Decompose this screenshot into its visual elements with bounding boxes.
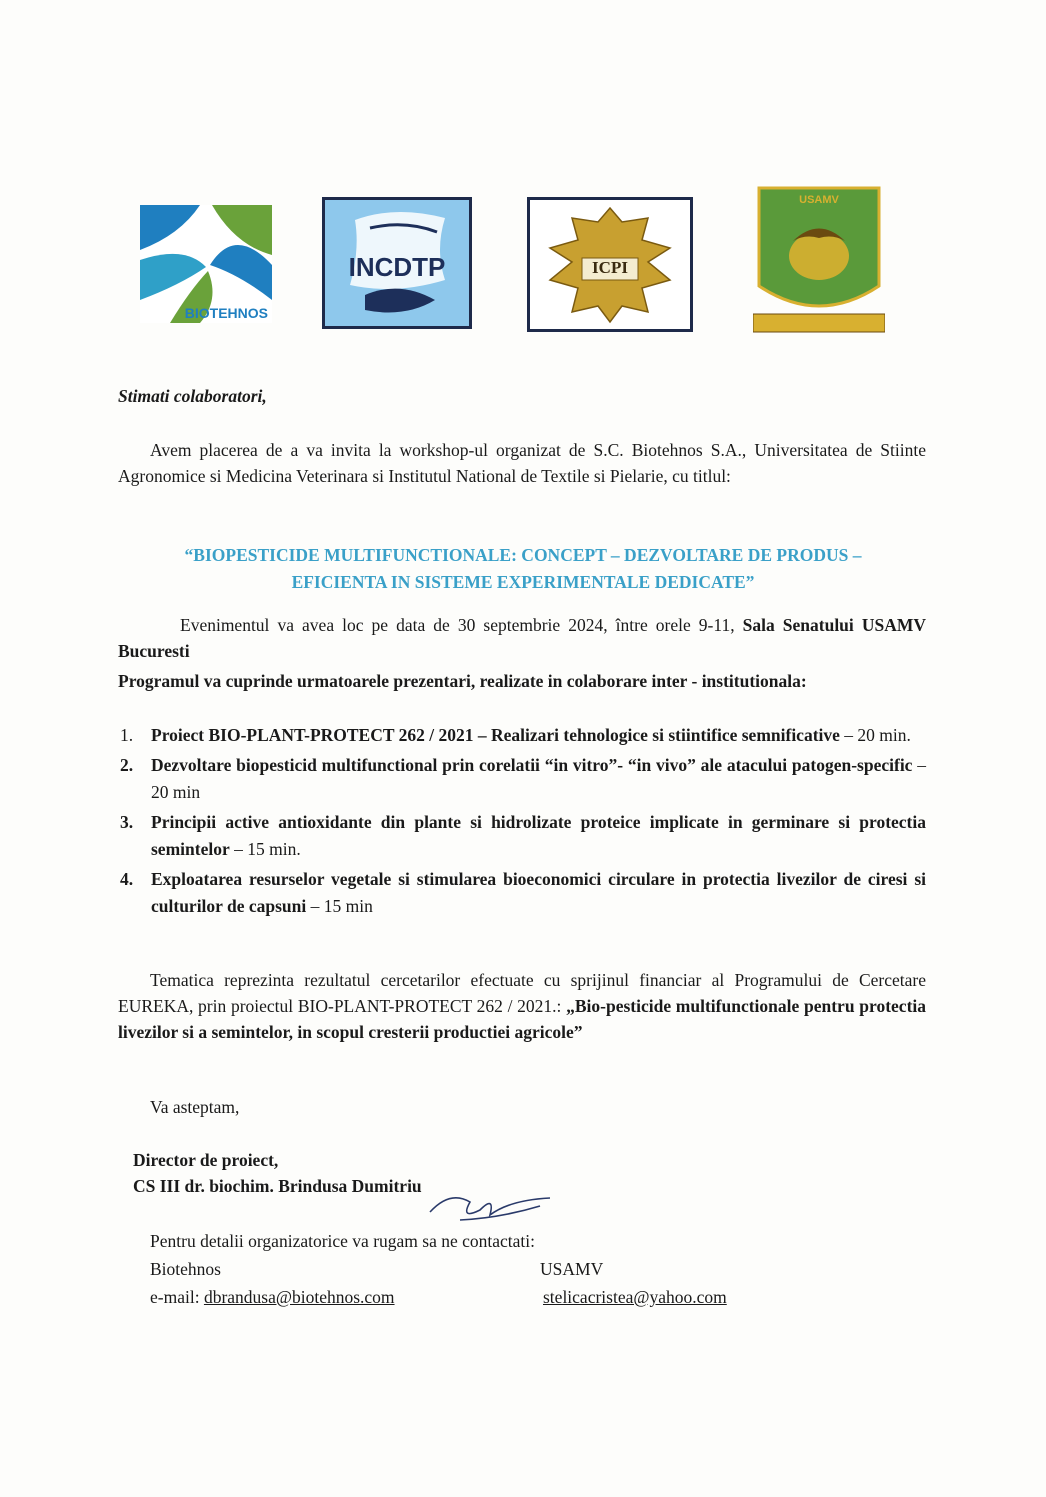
list-item (118, 809, 926, 863)
list-item-number: 4. (120, 869, 134, 889)
invitation-paragraph: Avem placerea de a va invita la workshop-ul organizat de S.C. Biotehnos S.A., Universitatea de Stiinte Agronomice si Medicina Veterinara si Institutul National de Textile si Pielarie, cu titlul: (118, 440, 926, 486)
list-item-title: Exploatarea resurselor vegetale si stimularea bioeconomici circulare in protectia livezilor de ciresi si culturilor de capsuni (151, 869, 926, 916)
biotehnos-wordmark: BIOTEHNOS (184, 305, 268, 321)
list-item-duration: – 15 min (306, 896, 373, 916)
presentation-list (118, 722, 926, 923)
list-item-number: 1. (120, 725, 134, 745)
list-item-title: Dezvoltare biopesticid multifunctional prin corelatii “in vitro”- “in vivo” ale atacului patogen-specific (151, 755, 913, 775)
signer-role: Director de proiect, (133, 1150, 279, 1170)
list-item (118, 752, 926, 806)
incdtp-logo (322, 197, 472, 329)
event-details (118, 612, 926, 664)
closing-line: Va asteptam, (150, 1097, 240, 1117)
list-item-duration: – 20 min. (839, 725, 911, 745)
email-label: e-mail: (150, 1287, 204, 1307)
contact-org-usamv: USAMV (540, 1259, 604, 1279)
list-item-duration: – 20 min (151, 755, 926, 802)
list-item-duration: – 15 min. (229, 839, 301, 859)
program-intro: Programul va cuprinde urmatoarele prezentari, realizate in colaborare inter - institutionala: (118, 671, 807, 691)
contact-email-biotehnos (150, 1284, 395, 1310)
signer-block (133, 1147, 422, 1199)
list-item (118, 866, 926, 920)
list-item-number: 2. (120, 755, 134, 775)
workshop-title-line-1: “BIOPESTICIDE MULTIFUNCTIONALE: CONCEPT – DEZVOLTARE DE PRODUS – (184, 545, 862, 565)
usamv-wordmark: USAMV (799, 194, 839, 206)
list-item (118, 722, 926, 749)
signer-name: CS III dr. biochim. Brindusa Dumitriu (133, 1176, 422, 1196)
email-link-biotehnos[interactable]: dbrandusa@biotehnos.com (203, 1287, 395, 1307)
email-link-usamv[interactable]: stelicacristea@yahoo.com (543, 1287, 727, 1307)
usamv-logo (753, 186, 885, 336)
event-venue: Sala Senatului USAMV Bucuresti (118, 615, 926, 661)
event-date-text: Evenimentul va avea loc pe data de 30 septembrie 2024, între orele 9-11, (180, 615, 743, 635)
icpi-wordmark: ICPI (592, 258, 628, 277)
funding-paragraph (118, 967, 926, 1045)
list-item-title: Principii active antioxidante din plante si hidrolizate proteice implicate in germinare si protectia semintelor (151, 812, 926, 859)
icpi-logo (527, 197, 693, 332)
handwritten-signature-icon (420, 1180, 560, 1230)
contact-email-usamv (543, 1284, 727, 1310)
contact-org-biotehnos: Biotehnos (150, 1259, 221, 1279)
usamv-crest-icon (753, 186, 885, 336)
biotehnos-logo (140, 205, 272, 323)
greeting: Stimati colaboratori, (118, 386, 267, 406)
workshop-title-line-2: EFICIENTA IN SISTEME EXPERIMENTALE DEDICATE” (291, 572, 755, 592)
contact-intro: Pentru detalii organizatorice va rugam sa ne contactati: (150, 1231, 536, 1251)
list-item-number: 3. (120, 812, 134, 832)
funded-project-title: „Bio-pesticide multifunctionale pentru protectia livezilor si a semintelor, in scopul cresterii productiei agricole” (118, 996, 927, 1042)
incdtp-wordmark: INCDTP (348, 252, 446, 282)
funding-text: Tematica reprezinta rezultatul cercetarilor efectuate cu sprijinul financiar al Programului de Cercetare EUREKA, prin proiectul BIO-PLANT-PROTECT 262 / 2021.: (118, 970, 926, 1016)
workshop-title (110, 542, 936, 596)
list-item-title: Proiect BIO-PLANT-PROTECT 262 / 2021 – Realizari tehnologice si stiintifice semnificative (151, 725, 840, 745)
